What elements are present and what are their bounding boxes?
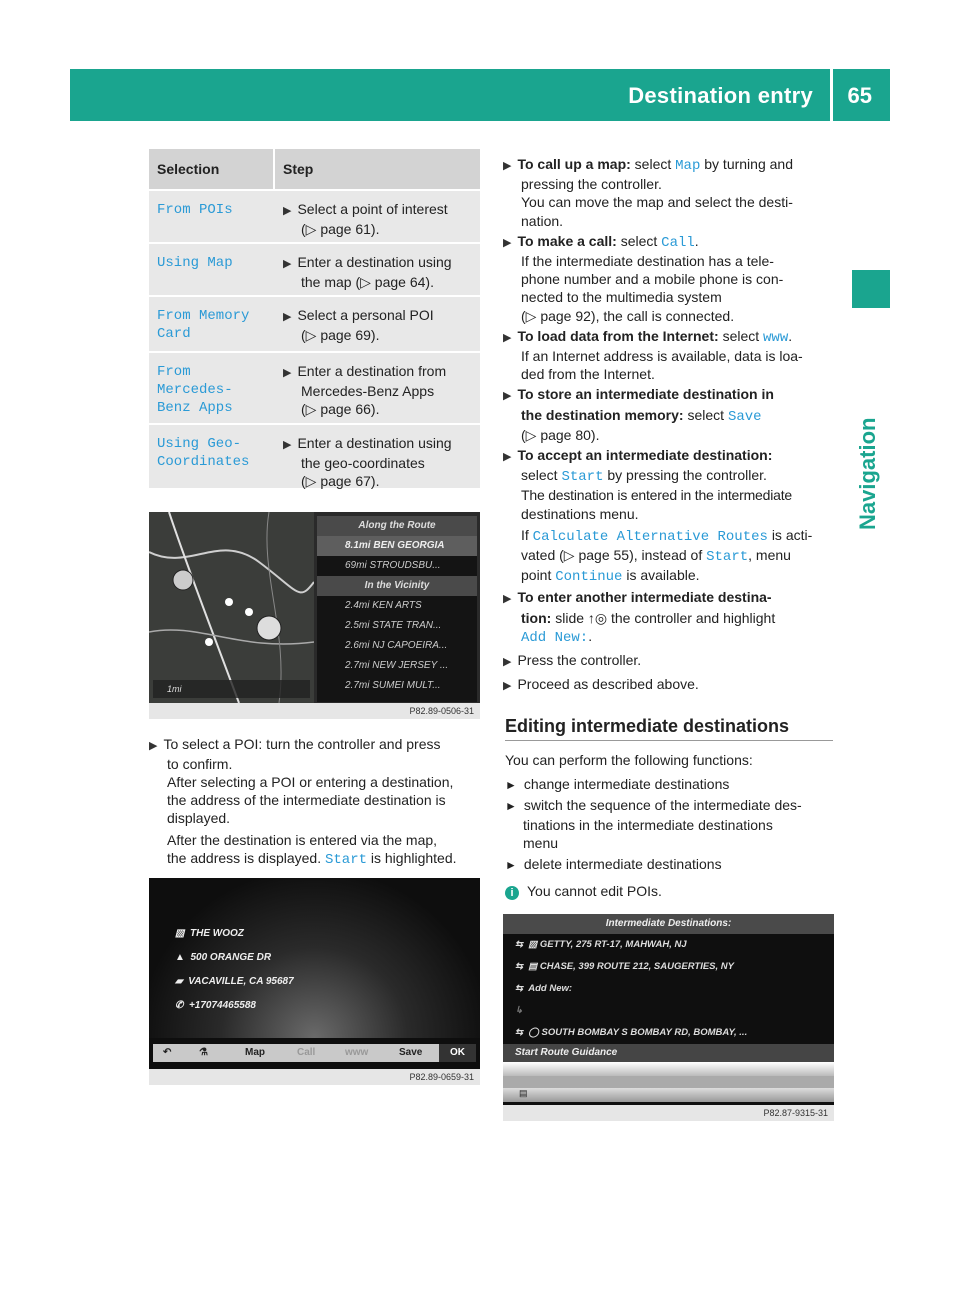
step-text: ▶ Select a personal POI — [283, 307, 434, 323]
table-row — [149, 353, 480, 423]
paragraph-line: destinations menu. — [521, 505, 639, 522]
list-item[interactable]: 8.1mi BEN GEORGIA — [317, 536, 477, 556]
step-arrow-icon: ▶ — [503, 331, 512, 344]
step-text: (▷ page 61). — [301, 221, 380, 237]
address-line: ▧ THE WOOZ — [175, 928, 244, 939]
phone-icon: ✆ — [175, 1000, 184, 1011]
paragraph-line: If the intermediate destination has a tele- — [521, 253, 774, 270]
bullet-icon: ► — [505, 799, 517, 813]
col-step-header: Step — [283, 161, 314, 177]
header-bar — [70, 69, 890, 121]
paragraph-line: to confirm. — [167, 756, 233, 772]
paragraph-line: displayed. — [167, 810, 231, 826]
step-text: ▶ Select a point of interest — [283, 201, 448, 217]
left-instructions — [149, 735, 484, 869]
button-bar — [153, 1044, 476, 1062]
selection-text: Mercedes- — [157, 382, 233, 398]
side-tab-label: Navigation — [855, 417, 880, 530]
edit-icon: ⇆ — [515, 1027, 523, 1038]
www-button[interactable]: www — [345, 1047, 369, 1058]
image-caption: P82.89-0506-31 — [149, 703, 480, 719]
paragraph-line: tinations in the intermediate destinations — [523, 816, 773, 833]
list-item-header: In the Vicinity — [317, 576, 477, 596]
header-divider — [830, 69, 833, 121]
step-arrow-icon: ▶ — [503, 451, 512, 464]
image-caption: P82.87-9315-31 — [503, 1105, 834, 1121]
step-text: (▷ page 66). — [301, 401, 380, 417]
paragraph-line: ded from the Internet. — [521, 366, 655, 383]
step-text: ▶ Enter a destination using — [283, 254, 452, 270]
selection-table — [149, 149, 480, 488]
list-item[interactable]: ⇆ Add New: — [515, 983, 573, 994]
home-icon: ▲ — [175, 952, 185, 963]
step-arrow-icon: ▶ — [283, 205, 292, 217]
step-arrow-icon: ▶ — [503, 160, 512, 172]
list-item[interactable]: 2.6mi NJ CAPOEIRA... — [345, 640, 448, 651]
step-text: ▶ Enter a destination using — [283, 435, 452, 451]
back-icon[interactable]: ↶ — [163, 1047, 172, 1058]
city-icon: ▰ — [175, 976, 183, 987]
bullet-icon: ► — [505, 857, 517, 872]
paragraph-line: nation. — [521, 212, 564, 229]
selection-from-mercedes-benz-apps: From — [157, 364, 191, 380]
paragraph-line: After the destination is entered via the map, — [167, 832, 438, 848]
code-www: www — [763, 329, 789, 346]
paragraph-line: After selecting a POI or entering a destination, — [167, 774, 454, 790]
instruction-step: ▶ To select a POI: turn the controller and press — [149, 736, 441, 752]
list-item[interactable]: 2.5mi STATE TRAN... — [345, 620, 442, 631]
step-arrow-icon: ▶ — [503, 680, 512, 693]
start-route-guidance[interactable]: Start Route Guidance — [503, 1044, 834, 1062]
step-text: the geo-coordinates — [301, 455, 425, 471]
list-item[interactable]: ⇆ ◯ SOUTH BOMBAY S BOMBAY RD, BOMBAY, ... — [515, 1027, 748, 1038]
paragraph-line: You can perform the following functions: — [505, 752, 753, 768]
selection-text: Card — [157, 326, 191, 342]
address-line: ▰ VACAVILLE, CA 95687 — [175, 976, 294, 987]
paragraph-line: (▷ page 92), the call is connected. — [521, 307, 735, 324]
section-title: Destination entry — [628, 83, 813, 108]
table-row — [149, 244, 480, 295]
info-icon: i — [505, 886, 519, 900]
list-item[interactable]: 2.7mi SUMEI MULT... — [345, 680, 441, 691]
step-text: (▷ page 69). — [301, 327, 380, 343]
paragraph-line: You can move the map and select the desti- — [521, 194, 793, 211]
step-arrow-icon: ▶ — [283, 439, 292, 451]
code-call: Call — [661, 234, 695, 251]
paragraph-line: If an Internet address is available, data is loa- — [521, 348, 803, 365]
list-item[interactable]: 69mi STROUDSBU... — [345, 560, 441, 571]
list-item[interactable]: ⇆ ▧ GETTY, 275 RT-17, MAHWAH, NJ — [515, 939, 687, 950]
back-icon: ▤ — [503, 1088, 834, 1102]
paragraph-line: the address is displayed. Start is highlighted. — [167, 850, 457, 868]
selection-from-pois: From POIs — [157, 202, 233, 218]
section-heading: Editing intermediate destinations — [505, 716, 790, 736]
paragraph-line: menu — [523, 835, 559, 851]
step-arrow-icon: ▶ — [503, 656, 512, 669]
building-icon: ▧ — [175, 928, 185, 939]
code-add-new: Add New: — [521, 629, 589, 646]
step-arrow-icon: ▶ — [503, 236, 512, 249]
paragraph-line: The destination is entered in the intermediate — [521, 487, 792, 504]
table-row — [149, 425, 480, 488]
step-text: Mercedes-Benz Apps — [301, 383, 435, 399]
address-screenshot — [149, 878, 480, 1085]
address-line: ✆ +17074465588 — [175, 1000, 256, 1011]
list-item[interactable]: 2.7mi NEW JERSEY ... — [345, 660, 449, 671]
image-caption: P82.89-0659-31 — [149, 1069, 480, 1085]
selection-text: Coordinates — [157, 454, 250, 470]
code-start: Start — [324, 852, 367, 868]
code-start: Start — [561, 469, 604, 486]
selection-from-memory-card: From Memory — [157, 308, 250, 324]
save-button[interactable]: Save — [399, 1047, 423, 1058]
selection-text: Benz Apps — [157, 400, 233, 416]
edit-icon: ⇆ — [515, 939, 523, 950]
side-tab — [843, 290, 899, 530]
list-item[interactable]: ⇆ ▤ CHASE, 399 ROUTE 212, SAUGERTIES, NY — [515, 961, 734, 972]
map-view — [149, 512, 314, 703]
code-save: Save — [727, 408, 762, 425]
page-number: 65 — [847, 83, 872, 108]
list-item-header: Along the Route — [317, 516, 477, 536]
step-arrow-icon: ▶ — [503, 593, 512, 606]
step-arrow-icon: ▶ — [149, 740, 158, 752]
selection-using-geo-coordinates: Using Geo- — [157, 436, 242, 452]
list-item[interactable]: 2.4mi KEN ARTS — [345, 600, 422, 611]
paragraph-line: nected to the multimedia system — [521, 289, 722, 306]
map-button[interactable]: Map — [245, 1047, 265, 1058]
step-arrow-icon: ▶ — [283, 258, 292, 270]
poi-list — [317, 516, 477, 702]
ok-button[interactable]: OK — [439, 1044, 476, 1062]
code-continue: Continue — [555, 569, 623, 586]
table-header — [149, 149, 480, 189]
address-line: ▲ 500 ORANGE DR — [175, 952, 272, 963]
contact-icon[interactable]: ⚗ — [199, 1047, 208, 1058]
right-instructions: ▶ To call up a map: select Map by turning and pressing the controller. You can move the map and select the desti- nation. ▶ To make a call: select Call. If the intermediate destination has a tele- phone number and a mobile phone is con- nected to the multimedia system (▷ page 92), the call is connected. ▶ To load data from the Internet: select www. If an Internet address is available, data is loa- ded from the Internet. ▶ To store an intermediate destination in the destination memory: select Save (▷ page 80). ▶ To accept an intermediate destination: select Start by pressing the controller. The destination is entered in the intermediate destinations menu. If Calculate Alternative Routes is acti- vated (▷ page 55), instead of Start, menu point Continue is available. ▶ To enter another intermediate destina- tion: slide ↑◎ the controller and highlight Add New:. ▶ Press the controller. ▶ Proceed as described above. — [503, 155, 838, 695]
paragraph-line: the address of the intermediate destination is — [167, 792, 446, 808]
step-text: (▷ page 67). — [301, 473, 380, 489]
editing-section: You can perform the following functions: ► change intermediate destinations ► switch the sequence of the intermediate des- tinations in the intermediate destinations menu ► delete intermediate destinations i You cannot edit POIs. — [505, 751, 840, 901]
table-row — [149, 191, 480, 242]
col-selection-header: Selection — [157, 161, 220, 177]
paragraph-line: pressing the controller. — [521, 176, 662, 193]
map-screenshot — [149, 512, 480, 719]
code-map: Map — [675, 158, 701, 174]
edit-icon: ⇆ — [515, 961, 523, 972]
paragraph-line: phone number and a mobile phone is con- — [521, 271, 784, 288]
intermediate-screenshot — [503, 914, 834, 1121]
screen-title: Intermediate Destinations: — [503, 914, 834, 934]
paragraph-line: (▷ page 80). — [521, 426, 600, 443]
bullet-icon: ► — [505, 777, 517, 792]
step-text: ▶ Enter a destination from — [283, 363, 447, 379]
list-item: ↳ — [515, 1005, 523, 1016]
step-arrow-icon: ▶ — [283, 311, 292, 323]
table-row — [149, 297, 480, 351]
call-button[interactable]: Call — [297, 1047, 316, 1058]
code-calculate-alternative-routes: Calculate Alternative Routes — [532, 528, 768, 545]
heading-rule — [505, 740, 833, 741]
step-text: the map (▷ page 64). — [301, 274, 434, 290]
code-start: Start — [706, 549, 749, 566]
map-scale: 1mi — [167, 684, 182, 694]
edit-icon: ⇆ — [515, 983, 523, 994]
selection-using-map: Using Map — [157, 255, 233, 271]
step-arrow-icon: ▶ — [283, 367, 292, 379]
step-arrow-icon: ▶ — [503, 390, 512, 403]
